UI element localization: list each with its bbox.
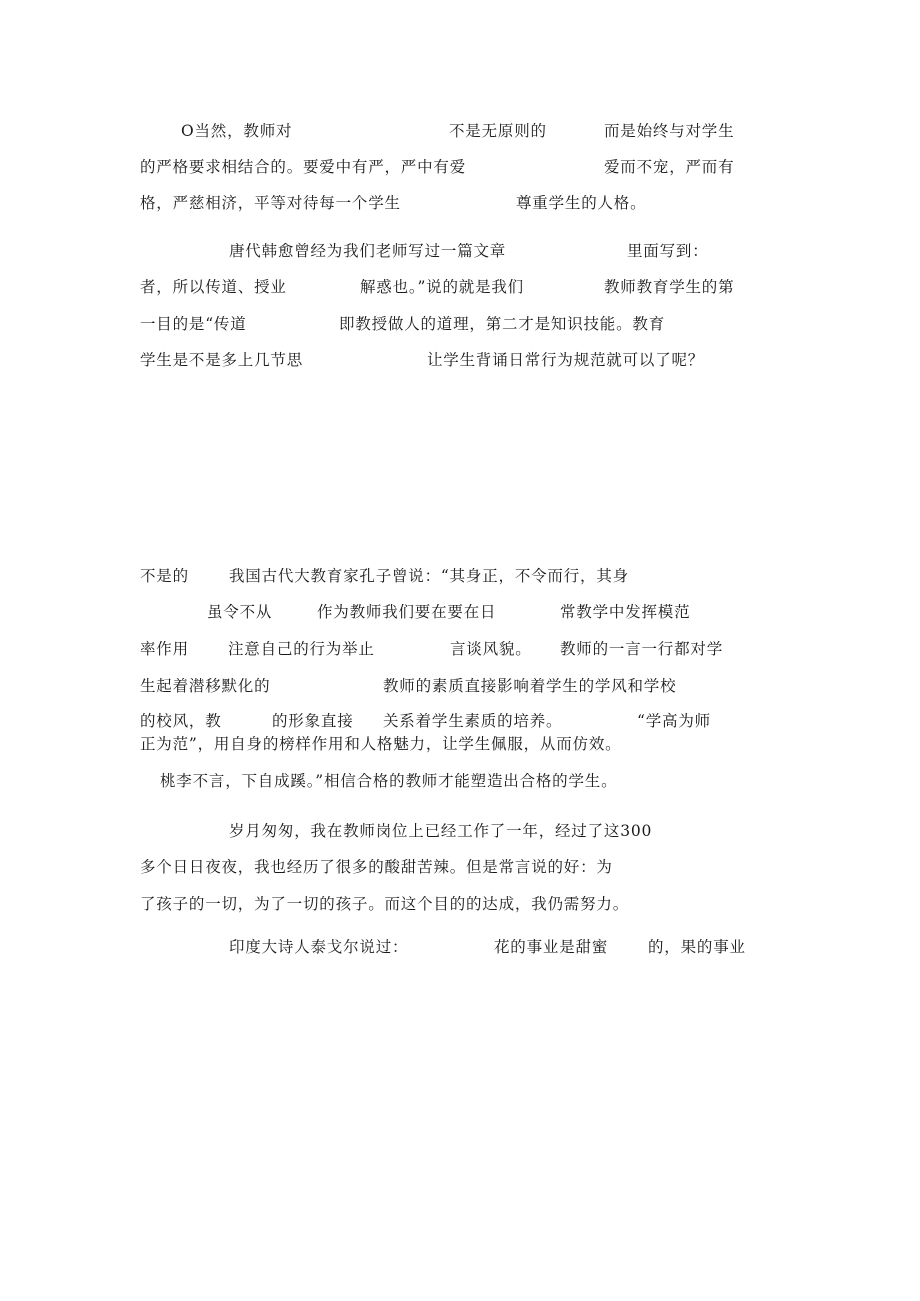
text-segment: O当然，教师对 xyxy=(181,122,293,140)
text-segment: 教师的素质直接影响着学生的学风和学校 xyxy=(383,677,677,695)
text-segment: 花的事业是甜蜜 xyxy=(494,938,609,956)
text-segment: 常教学中发挥模范 xyxy=(560,603,691,621)
text-segment: 了孩子的一切，为了一切的孩子。而这个目的的达成，我仍需努力。 xyxy=(140,895,630,913)
text-segment: 的形象直接 xyxy=(272,712,354,730)
text-segment: 多个日日夜夜，我也经历了很多的酸甜苦辣。但是常言说的好：为 xyxy=(140,858,613,876)
text-segment: 印度大诗人泰戈尔说过： xyxy=(229,938,409,956)
text-segment: 的，果的事业 xyxy=(648,938,746,956)
text-segment: 不是无原则的 xyxy=(449,122,547,140)
text-segment: 生起着潜移默化的 xyxy=(140,677,271,695)
text-segment: 一目的是“传道 xyxy=(140,315,247,333)
text-segment: 让学生背诵日常行为规范就可以了呢？ xyxy=(427,351,705,369)
text-segment: 学生是不是多上几节思 xyxy=(140,351,304,369)
text-segment: “学高为师 xyxy=(637,712,711,730)
text-segment: 注意自己的行为举止 xyxy=(228,640,375,658)
text-segment: 尊重学生的人格。 xyxy=(516,194,647,212)
text-segment: 爱而不宠，严而有 xyxy=(604,158,735,176)
text-segment: 里面写到： xyxy=(627,242,709,260)
text-segment: 格，严慈相济，平等对待每一个学生 xyxy=(140,194,401,212)
text-segment: 的校风，教 xyxy=(140,712,222,730)
text-segment: 者，所以传道、授业 xyxy=(140,278,287,296)
text-segment: 桃李不言，下自成蹊。”相信合格的教师才能塑造出合格的学生。 xyxy=(160,772,618,790)
text-segment: 正为范”，用自身的榜样作用和人格魅力，让学生佩服，从而仿效。 xyxy=(140,735,622,753)
text-segment: 而是始终与对学生 xyxy=(604,122,735,140)
text-segment: 不是的 xyxy=(140,567,189,585)
text-segment: 率作用 xyxy=(140,640,189,658)
text-segment: 教师的一言一行都对学 xyxy=(560,640,724,658)
text-segment: 关系着学生素质的培养。 xyxy=(383,712,563,730)
text-segment: 言谈风貌。 xyxy=(450,640,532,658)
text-segment: 作为教师我们要在要在日 xyxy=(317,603,497,621)
text-segment: 教师教育学生的第 xyxy=(604,278,735,296)
text-segment: 解惑也。”说的就是我们 xyxy=(360,278,524,296)
text-segment: 岁月匆匆，我在教师岗位上已经工作了一年，经过了这300 xyxy=(229,822,653,840)
text-segment: 的严格要求相结合的。要爱中有严，严中有爱 xyxy=(140,158,467,176)
text-segment: 虽令不从 xyxy=(207,603,273,621)
text-segment: 我国古代大教育家孔子曾说：“其身正，不令而行，其身 xyxy=(229,567,629,585)
text-segment: 唐代韩愈曾经为我们老师写过一篇文章 xyxy=(229,242,507,260)
text-segment: 即教授做人的道理，第二才是知识技能。教育 xyxy=(339,315,666,333)
